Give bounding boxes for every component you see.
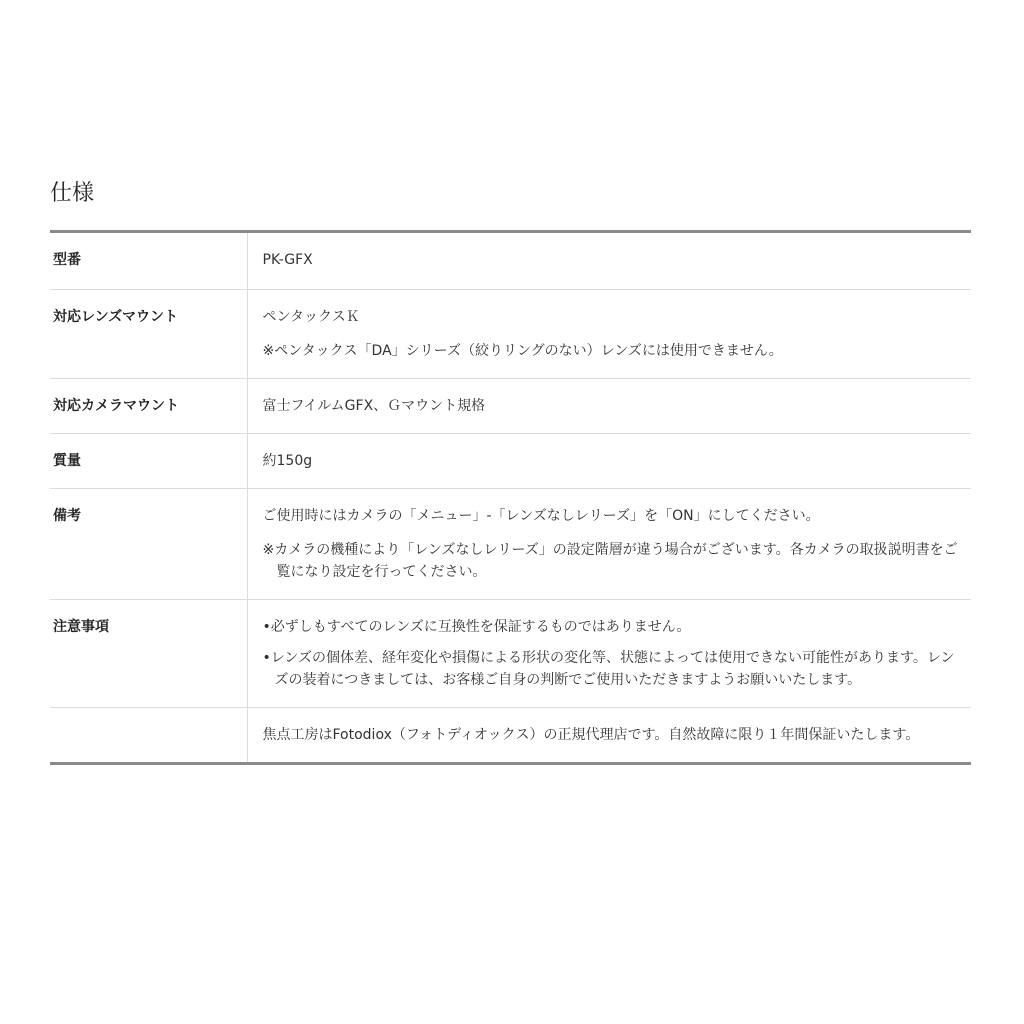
spec-label-remarks: 備考 (50, 489, 247, 600)
spec-row-camera-mount (50, 379, 971, 434)
spec-row-cautions (50, 600, 971, 708)
spec-text: PK-GFX (262, 252, 313, 268)
spec-label-warranty (50, 708, 247, 764)
spec-label-lens-mount: 対応レンズマウント (50, 290, 247, 379)
spec-text: 約150g (262, 453, 313, 469)
caution-item: •必ずしもすべてのレンズに互換性を保証するものではありません。 (262, 619, 691, 635)
spec-value-remarks (247, 489, 971, 600)
spec-table (50, 230, 971, 765)
spec-row-model (50, 232, 971, 290)
spec-text: ご使用時にはカメラの「メニュー」-「レンズなしレリーズ」を「ON」にしてください。 (262, 508, 820, 524)
section-title: 仕様 (50, 181, 95, 206)
spec-value-camera-mount (247, 379, 971, 434)
caution-item: •レンズの個体差、経年変化や損傷による形状の変化等、状態によっては使用できない可能性があります。レンズの装着につきましては、お客様ご自身の判断でご使用いただきますようお願いいたします。 (262, 650, 955, 688)
spec-row-remarks (50, 489, 971, 600)
warranty-text: 焦点工房はFotodiox（フォトディオックス）の正規代理店です。自然故障に限り１年間保証いたします。 (262, 727, 920, 743)
spec-value-model (247, 232, 971, 290)
spec-note: ※カメラの機種により「レンズなしレリーズ」の設定階層が違う場合がございます。各カメラの取扱説明書をご覧になり設定を行ってください。 (262, 542, 958, 580)
spec-label-cautions: 注意事項 (50, 600, 247, 708)
spec-text: ペンタックスＫ (262, 309, 360, 325)
spec-section (50, 176, 971, 765)
spec-row-lens-mount (50, 290, 971, 379)
spec-value-lens-mount (247, 290, 971, 379)
spec-row-warranty (50, 708, 971, 764)
spec-note: ※ペンタックス「DA」シリーズ（絞りリングのない）レンズには使用できません。 (262, 343, 783, 359)
spec-label-model: 型番 (50, 232, 247, 290)
spec-value-cautions (247, 600, 971, 708)
spec-label-weight: 質量 (50, 434, 247, 489)
spec-label-camera-mount: 対応カメラマウント (50, 379, 247, 434)
spec-row-weight (50, 434, 971, 489)
spec-value-warranty (247, 708, 971, 764)
spec-text: 富士フイルムGFX、Ｇマウント規格 (262, 398, 486, 414)
spec-value-weight (247, 434, 971, 489)
